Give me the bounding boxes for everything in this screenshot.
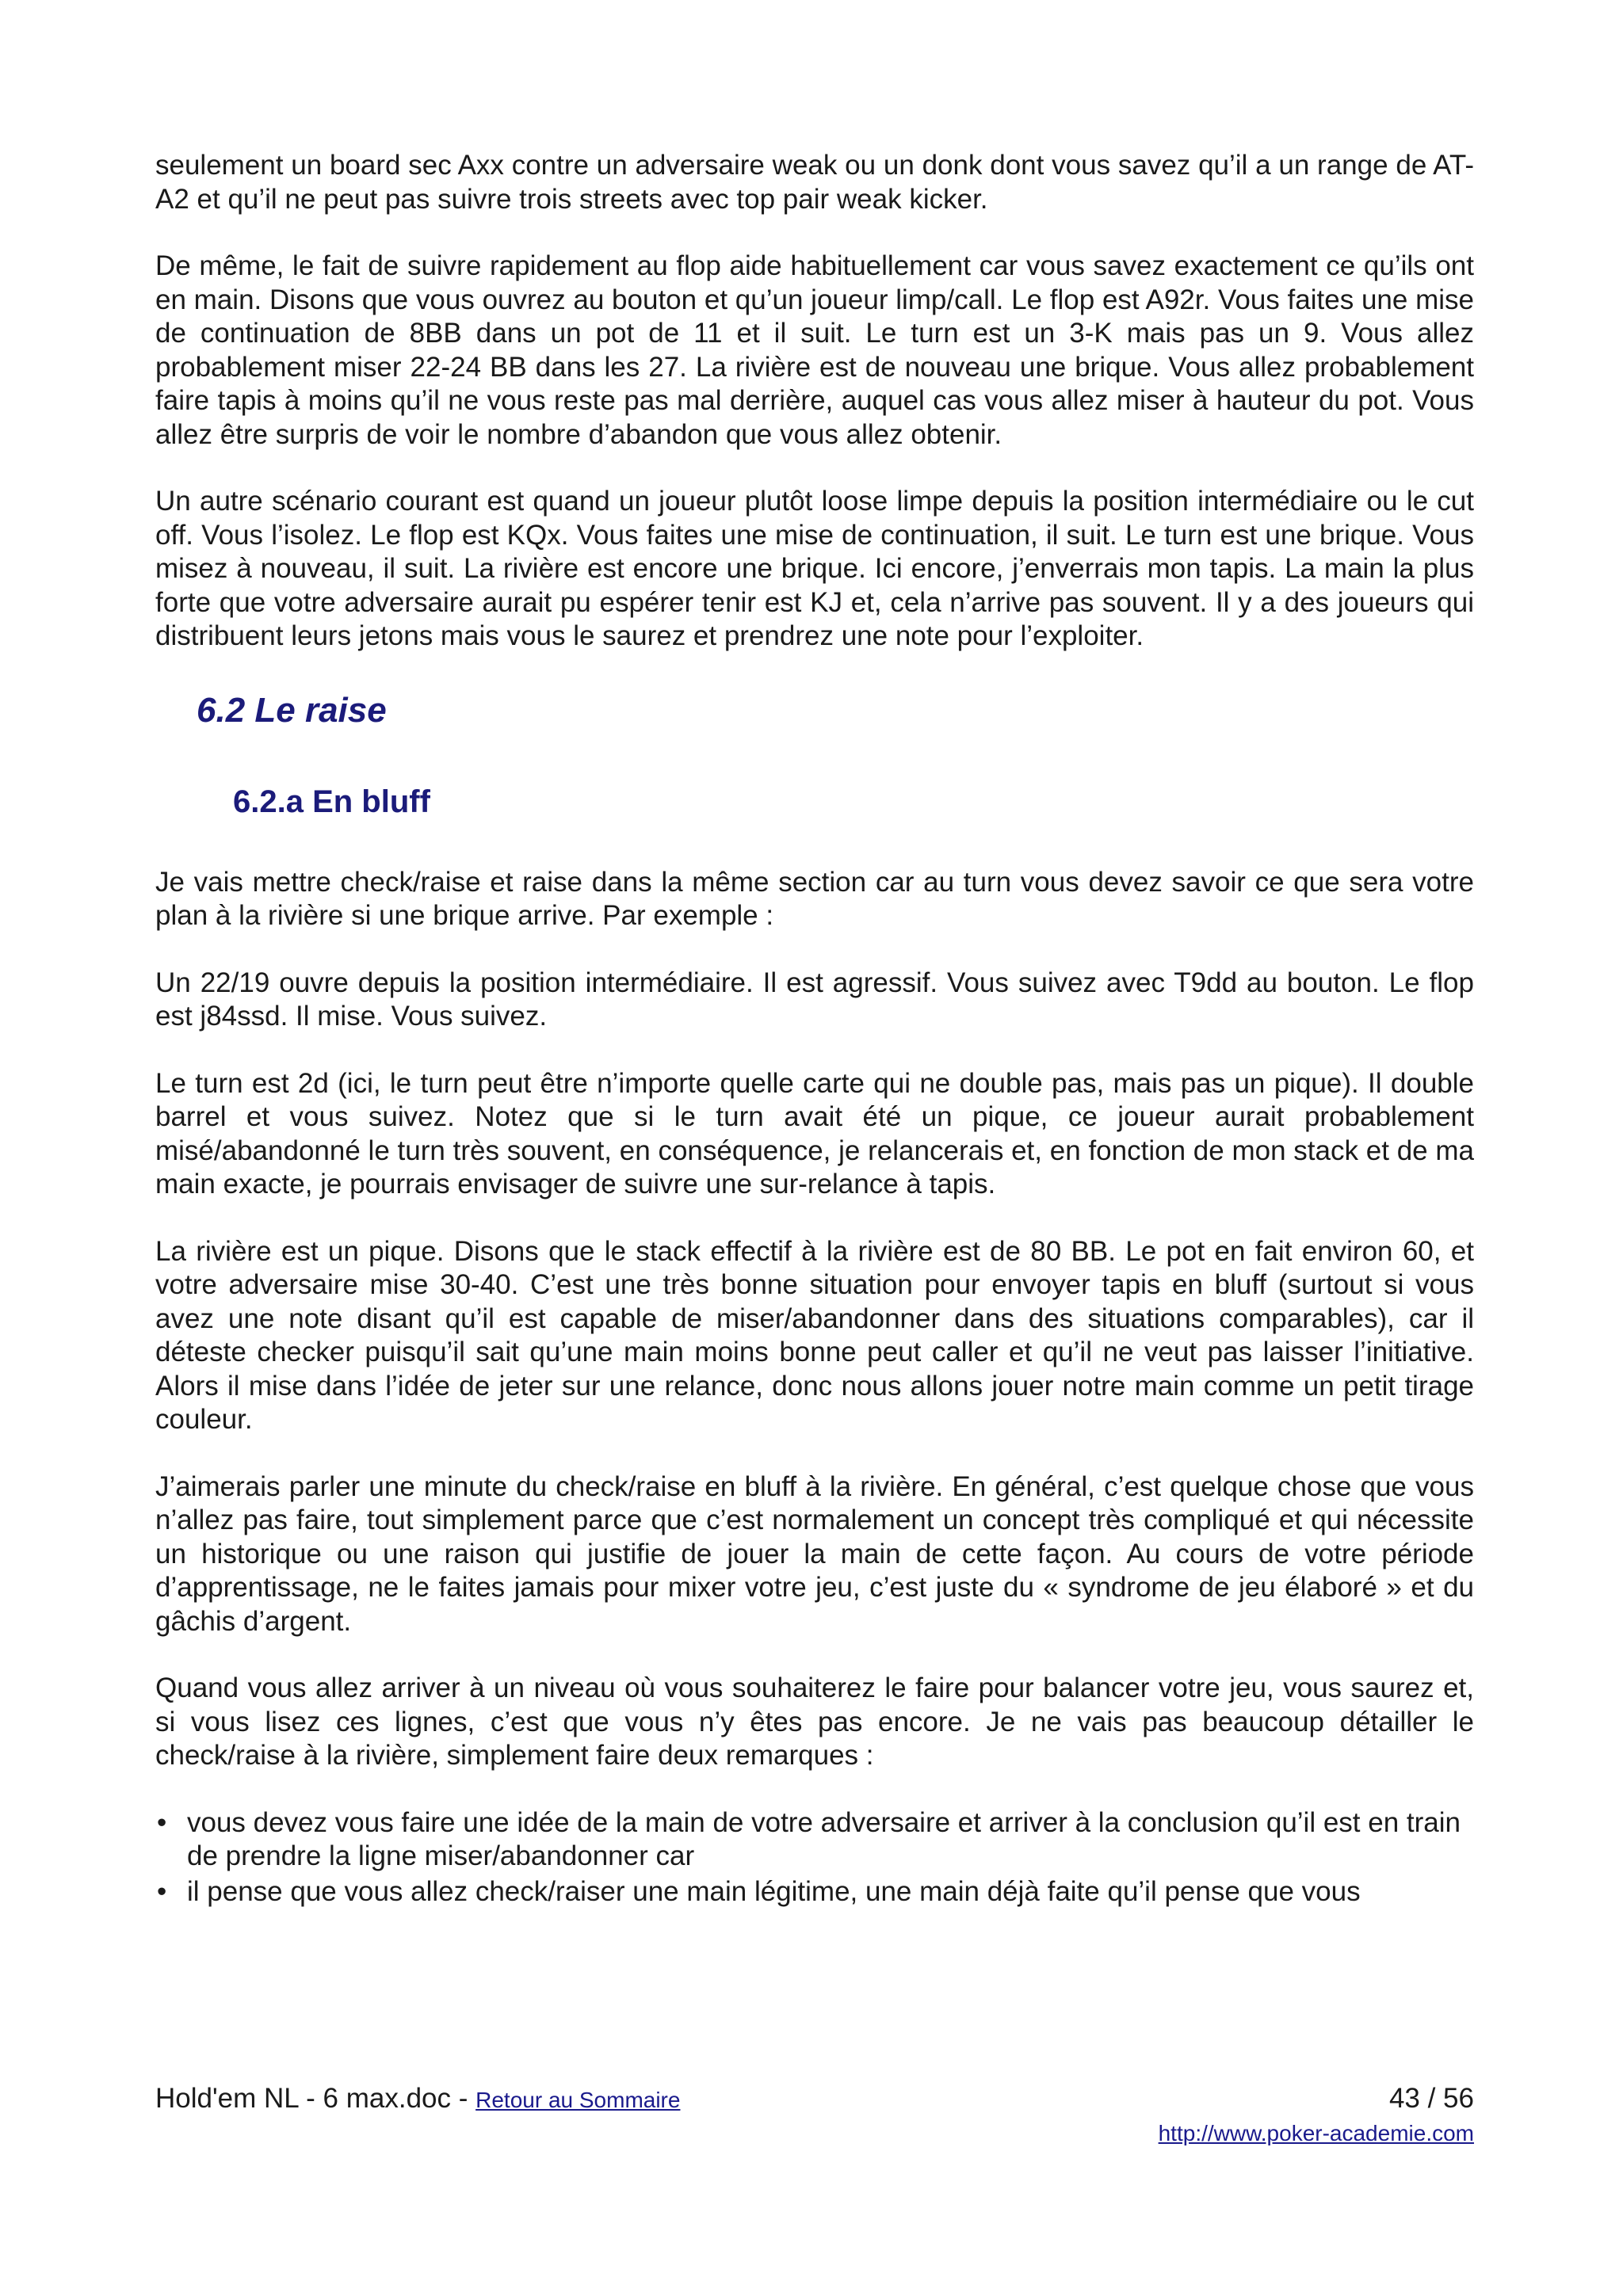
- website-link[interactable]: http://www.poker-academie.com: [1158, 2121, 1474, 2145]
- bullet-icon: •: [157, 1806, 167, 1838]
- paragraph: Un autre scénario courant est quand un joueur plutôt loose limpe depuis la position intermédiaire ou le cut off. Vous l’isolez. Le flop est KQx. Vous faites une mise de continuation, il suit. Le turn est une brique. Vous misez à nouveau, il suit. La rivière est encore une brique. Ici encore, j’enverrais mon tapis. La main la plus forte que votre adversaire aurait pu espérer tenir est KJ et, cela n’arrive pas souvent. Il y a des joueurs qui distribuent leurs jetons mais vous le saurez et prendrez une note pour l’exploiter.: [155, 486, 1474, 651]
- paragraph: Le turn est 2d (ici, le turn peut être n’importe quelle carte qui ne double pas, mais pas un pique). Il double barrel et vous suivez. Notez que si le turn avait été un pique, ce joueur aurait probablement misé/abandonné le turn très souvent, en conséquence, je relancerais et, en fonction de mon stack et de ma main exacte, je pourrais envisager de suivre une sur-relance à tapis.: [155, 1067, 1474, 1199]
- bullet-icon: •: [157, 1875, 167, 1907]
- paragraph: Quand vous allez arriver à un niveau où vous souhaiterez le faire pour balancer votre jeu, vous saurez et, si vous lisez ces lignes, c’est que vous n’y êtes pas encore. Je ne vais pas beaucoup détailler le check/raise à la rivière, simplement faire deux remarques :: [155, 1672, 1474, 1771]
- paragraph: De même, le fait de suivre rapidement au flop aide habituellement car vous savez exactement ce qu’ils ont en main. Disons que vous ouvrez au bouton et qu’un joueur limp/call. Le flop est A92r. Vous faites une mise de continuation de 8BB dans un pot de 11 et il suit. Le turn est un 3-K mais pas un 9. Vous allez probablement miser 22-24 BB dans les 27. La rivière est de nouveau une brique. Vous allez probablement faire tapis à moins qu’il ne vous reste pas mal derrière, auquel cas vous allez miser à hauteur du pot. Vous allez être surpris de voir le nombre d’abandon que vous allez obtenir.: [155, 250, 1474, 450]
- list-item-text: il pense que vous allez check/raiser une main légitime, une main déjà faite qu’il pense que vous: [187, 1875, 1361, 1907]
- list-item-text: vous devez vous faire une idée de la main de votre adversaire et arriver à la conclusion qu’il est en train de prendre la ligne miser/abandonner car: [187, 1806, 1461, 1871]
- footer-doc-name: Hold'em NL - 6 max.doc -: [155, 2083, 476, 2114]
- bullet-list: [155, 1806, 1474, 1909]
- subsection-heading: 6.2.a En bluff: [233, 784, 430, 819]
- paragraph: seulement un board sec Axx contre un adversaire weak ou un donk dont vous savez qu’il a un range de AT-A2 et qu’il ne peut pas suivre trois streets avec top pair weak kicker.: [155, 150, 1474, 215]
- paragraph: Un 22/19 ouvre depuis la position intermédiaire. Il est agressif. Vous suivez avec T9dd au bouton. Le flop est j84ssd. Il mise. Vous suivez.: [155, 967, 1474, 1032]
- page-content: [155, 149, 1474, 1910]
- section-heading: 6.2 Le raise: [197, 690, 387, 730]
- list-item: [155, 1875, 1474, 1909]
- back-to-summary-link[interactable]: Retour au Sommaire: [475, 2088, 681, 2112]
- paragraph: Je vais mettre check/raise et raise dans la même section car au turn vous devez savoir ce que sera votre plan à la rivière si une brique arrive. Par exemple :: [155, 866, 1474, 931]
- page-number: 43 / 56: [1388, 2083, 1474, 2114]
- page-footer: [155, 2082, 1474, 2149]
- paragraph: La rivière est un pique. Disons que le stack effectif à la rivière est de 80 BB. Le pot en fait environ 60, et votre adversaire mise 30-40. C’est une très bonne situation pour envoyer tapis en bluff (surtout si vous avez une note disant qu’il est capable de miser/abandonner dans des situations comparables), car il déteste checker puisqu’il sait qu’une main moins bonne peut caller et qu’il ne veut pas laisser l’initiative. Alors il mise dans l’idée de jeter sur une relance, donc nous allons jouer notre main comme un petit tirage couleur.: [155, 1235, 1474, 1435]
- paragraph: J’aimerais parler une minute du check/raise en bluff à la rivière. En général, c’est quelque chose que vous n’allez pas faire, tout simplement parce que c’est normalement un concept très compliqué et qui nécessite un historique ou une raison qui justifie de jouer la main de cette façon. Au cours de votre période d’apprentissage, ne le faites jamais pour mixer votre jeu, c’est juste du « syndrome de jeu élaboré » et du gâchis d’argent.: [155, 1470, 1474, 1637]
- footer-doc-info: [155, 2082, 680, 2117]
- list-item: [155, 1806, 1474, 1874]
